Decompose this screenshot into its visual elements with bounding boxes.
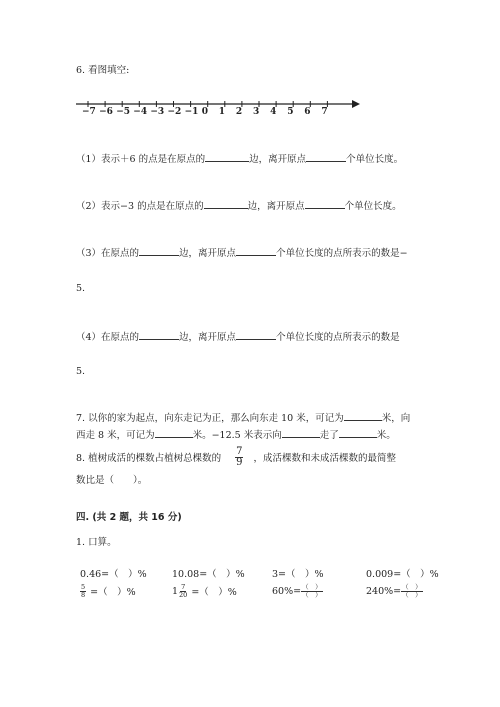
q6-3-text-b: 边，离开原点 — [179, 248, 237, 259]
calc-row1-c3: 3=（ ）% — [272, 569, 324, 580]
number-line-label: 6 — [304, 107, 311, 117]
answer-blank[interactable] — [139, 330, 179, 340]
q7-text-b: 米，向 — [381, 413, 411, 424]
number-line-label: −7 — [82, 107, 96, 117]
number-line-label: −1 — [184, 107, 199, 117]
q6-4-text-b: 边，离开原点 — [179, 332, 237, 343]
fraction-numerator: （ ） — [402, 583, 422, 591]
fraction-numerator: 5 — [81, 583, 86, 591]
q6-1-text-c: 个单位长度。 — [346, 154, 404, 165]
number-line-label: −3 — [150, 107, 165, 117]
q7-text-f: 米。 — [376, 430, 396, 441]
q8-fraction — [235, 447, 243, 468]
q6-2-text-a: （2）表示−3 的点是在原点的 — [76, 201, 204, 212]
fraction-denominator: 8 — [81, 590, 86, 599]
calc-head: 240%= — [366, 585, 402, 597]
calc-row2-c1 — [80, 584, 136, 598]
q6-item-4 — [76, 329, 400, 343]
fraction-numerator: 7 — [181, 583, 186, 591]
calc-tail: =（ ）% — [191, 587, 237, 598]
answer-blank[interactable] — [282, 428, 320, 438]
section-heading: 四. (共 2 题，共 16 分) — [76, 512, 182, 523]
fraction-denominator: （ ） — [402, 590, 422, 599]
q6-title: 6. 看图填空: — [76, 65, 130, 76]
fraction-numerator: 7 — [236, 445, 243, 457]
calc-row1-c4: 0.009=（ ）% — [366, 569, 439, 580]
q6-4-continuation: 5. — [76, 366, 86, 377]
q6-2-text-c: 个单位长度。 — [344, 201, 402, 212]
answer-blank[interactable] — [236, 330, 276, 340]
q7-text-e: 走了 — [319, 430, 339, 441]
q6-1-text-b: 边，离开原点 — [249, 154, 307, 165]
fraction — [301, 584, 323, 598]
number-line-label: 3 — [253, 107, 260, 117]
fraction-numerator: （ ） — [302, 583, 322, 591]
q8-line-2: 数比是（ ）。 — [76, 475, 148, 486]
answer-blank[interactable] — [205, 152, 249, 162]
q6-item-1 — [76, 151, 403, 165]
calc-tail: =（ ）% — [90, 587, 136, 598]
calc-head: 60%= — [272, 585, 302, 597]
fraction — [80, 584, 86, 598]
q6-3-text-a: （3）在原点的 — [76, 248, 140, 259]
q8-line-1 — [76, 446, 396, 468]
answer-blank[interactable] — [344, 411, 382, 421]
number-line-label: −5 — [116, 107, 130, 117]
q8-text-b: ，成活棵数和未成活棵数的最简整 — [253, 453, 396, 464]
number-line-label: 7 — [321, 107, 328, 117]
number-line-label: −4 — [133, 107, 148, 117]
q6-item-3 — [76, 245, 408, 259]
q8-text-a: 8. 植树成活的棵数占植树总棵数的 — [76, 453, 222, 464]
mixed-whole: 1 — [172, 585, 179, 597]
calc-row2-c2 — [172, 584, 237, 598]
number-line-label: −6 — [99, 107, 113, 117]
q7-line-2 — [76, 427, 396, 441]
fraction — [179, 584, 187, 598]
q7-text-a: 7. 以你的家为起点，向东走记为正，那么向东走 10 米，可记为 — [76, 413, 344, 424]
calc-row2-c4 — [366, 584, 423, 598]
q6-3-text-c: 个单位长度的点所表示的数是− — [276, 248, 408, 259]
calc-row2-c3 — [272, 584, 323, 598]
q6-3-continuation: 5. — [76, 283, 86, 294]
q6-2-text-b: 边，离开原点 — [247, 201, 305, 212]
answer-blank[interactable] — [155, 428, 193, 438]
number-line-label: 2 — [235, 107, 243, 117]
answer-blank[interactable] — [236, 246, 276, 256]
q6-1-text-a: （1）表示＋6 的点是在原点的 — [76, 154, 206, 165]
answer-blank[interactable] — [204, 199, 248, 209]
q6-4-text-c: 个单位长度的点所表示的数是 — [276, 332, 400, 343]
sub-question-title: 1. 口算。 — [76, 537, 117, 548]
fraction — [401, 584, 423, 598]
number-line-label: −2 — [167, 107, 182, 117]
q7-text-d: 米。−12.5 米表示向 — [192, 430, 282, 441]
q7-text-c: 西走 8 米，可记为 — [76, 430, 155, 441]
number-line-label: 0 — [201, 107, 208, 117]
calc-row1-c2: 10.08=（ ）% — [172, 569, 245, 580]
number-line-label: 4 — [270, 107, 277, 117]
answer-blank[interactable] — [339, 428, 377, 438]
q6-4-text-a: （4）在原点的 — [76, 332, 140, 343]
fraction-denominator: 9 — [236, 456, 243, 468]
fraction-denominator: （ ） — [302, 590, 322, 599]
answer-blank[interactable] — [305, 199, 345, 209]
answer-blank[interactable] — [306, 152, 346, 162]
answer-blank[interactable] — [139, 246, 179, 256]
calc-row1-c1: 0.46=（ ）% — [80, 569, 147, 580]
q6-item-2 — [76, 198, 402, 212]
q7-line-1 — [76, 410, 410, 424]
number-line-label: 1 — [218, 107, 226, 117]
fraction-denominator: 20 — [179, 590, 188, 599]
number-line-label: 5 — [287, 107, 294, 117]
